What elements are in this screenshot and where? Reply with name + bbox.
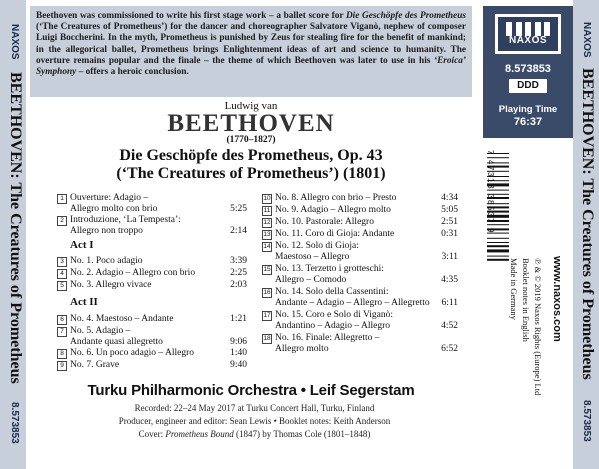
credits-recorded: Recorded: 22–24 May 2017 at Turku Concert Hall, Turku, Finland xyxy=(134,403,375,413)
cover-title: Prometheus Bound xyxy=(165,429,234,439)
track-number: 6 xyxy=(57,315,67,325)
track-title: No. 5. Adagio – xyxy=(70,326,131,336)
logo-columns-icon xyxy=(506,22,550,36)
made-in: Made in Germany xyxy=(509,258,519,320)
cover-prefix: Cover: xyxy=(138,429,166,439)
track-title: Allegro non troppo xyxy=(70,226,143,236)
track-title: No. 15. Coro e Solo di Viganò: xyxy=(275,310,394,320)
track-number: 3 xyxy=(57,257,67,267)
left-spine-title: BEETHOVEN: The Creatures of Prometheus xyxy=(7,72,24,384)
track-number: 7 xyxy=(57,327,67,337)
act-one-heading: Act I xyxy=(70,239,94,251)
website: www.naxos.com xyxy=(551,256,563,342)
blurb-title-italic: Die Geschöpfe des Prometheus xyxy=(345,11,466,21)
track-duration: 2:51 xyxy=(441,217,458,227)
track-title: No. 7. Grave xyxy=(70,360,120,370)
track-number: 8 xyxy=(57,349,67,359)
copyright: ℗ & © 2019 Naxos Rights (Europe) Ltd xyxy=(533,258,543,396)
label-panel xyxy=(483,6,573,138)
credits-producer: Producer, engineer and editor: Sean Lewis • Booklet notes: Keith Anderson xyxy=(118,416,391,426)
track-duration: 6:52 xyxy=(441,344,458,354)
track-duration: 4:35 xyxy=(441,275,458,285)
cover-suffix: (1847) by Thomas Cole (1801–1848) xyxy=(233,429,371,439)
barcode-digits: 7 47313 38537 9 xyxy=(486,150,495,235)
blurb-text-2: (‘The Creatures of Prometheus’) for the dancer and choreographer Salvatore Viganò, nephew of composer Luigi Boccherini. In the myth, Prometheus is punished by Zeus for stealing fire for the benefit of mankind; in the allegorical ballet, Prometheus brings Enlightenment ideas of art and science to humanity. The overture remains popular and the finale – the theme of which Beethoven was later to use in his xyxy=(36,22,466,66)
tracklist-right xyxy=(262,190,460,380)
track-number: 17 xyxy=(263,312,271,319)
track-number: 18 xyxy=(263,335,271,342)
track-title: Andantino – Adagio – Allegro xyxy=(275,321,391,331)
description-blurb xyxy=(30,6,472,97)
work-subtitle: (‘The Creatures of Prometheus’) (1801) xyxy=(116,165,386,182)
left-spine-naxos: NAXOS xyxy=(9,24,20,60)
blurb-text-3: – offers a heroic conclusion. xyxy=(76,67,189,78)
track-duration: 0:31 xyxy=(441,229,458,239)
track-title: No. 3. Allegro vivace xyxy=(70,280,152,290)
track-title: No. 6. Un poco adagio – Allegro xyxy=(70,348,195,358)
track-duration: 3:11 xyxy=(441,252,458,262)
track-title: Ouverture: Adagio – xyxy=(70,193,149,203)
right-spine-title: BEETHOVEN: The Creatures of Prometheus xyxy=(579,68,596,380)
track-number: 12 xyxy=(263,219,271,226)
track-duration: 6:11 xyxy=(441,298,458,308)
barcode-bar xyxy=(487,245,509,247)
track-duration: 4:34 xyxy=(441,193,458,203)
track-duration: 5:05 xyxy=(441,205,458,215)
track-duration: 4:52 xyxy=(441,321,458,331)
track-title: No. 9. Adagio – Allegro molto xyxy=(275,205,391,215)
work-title: Die Geschöpfe des Prometheus, Op. 43 xyxy=(119,147,383,164)
track-title: No. 14. Solo della Cassentini: xyxy=(275,287,389,297)
track-number: 9 xyxy=(57,361,67,371)
track-title: No. 2. Adagio – Allegro con brio xyxy=(70,268,196,278)
track-title: Allegro molto con brio xyxy=(70,204,158,214)
left-spine-catalog: 8.573853 xyxy=(9,402,20,444)
ddd-badge: DDD xyxy=(509,79,547,93)
track-duration: 9:40 xyxy=(230,360,247,370)
track-title: No. 10. Pastorale: Allegro xyxy=(275,217,374,227)
track-title: No. 13. Terzetto i grotteschi: xyxy=(275,264,384,274)
naxos-logo xyxy=(495,14,561,54)
track-number: 1 xyxy=(57,194,67,204)
track-number: 16 xyxy=(263,289,271,296)
track-title: Maestoso – Allegro xyxy=(275,252,350,262)
track-title: Allegro molto xyxy=(275,344,329,354)
track-duration: 5:25 xyxy=(230,204,247,214)
right-spine-catalog: 8.573853 xyxy=(581,400,592,442)
performers: Turku Philharmonic Orchestra • Leif Segerstam xyxy=(87,382,415,399)
playing-time-value: 76:37 xyxy=(513,116,543,128)
composer-dates: (1770–1827) xyxy=(226,135,276,145)
track-title: No. 16. Finale: Allegretto – xyxy=(275,333,380,343)
catalog-number: 8.573853 xyxy=(505,63,551,75)
barcode-bar xyxy=(487,242,509,243)
barcode-bar xyxy=(487,249,509,252)
track-duration: 1:40 xyxy=(230,348,247,358)
playing-time-label: Playing Time xyxy=(498,104,558,115)
track-title: No. 8. Allegro con brio – Presto xyxy=(275,193,397,203)
track-number: 4 xyxy=(57,269,67,279)
barcode-bar xyxy=(487,256,509,257)
track-number: 15 xyxy=(263,266,271,273)
track-title: Andante quasi allegretto xyxy=(70,337,163,347)
track-number: 10 xyxy=(263,195,271,202)
track-title: No. 12. Solo di Gioja: xyxy=(275,241,359,251)
track-number: 11 xyxy=(263,207,271,214)
blurb-text-1: Beethoven was commissioned to write his first stage work – a ballet score for xyxy=(36,11,346,21)
logo-text: NAXOS xyxy=(508,35,548,46)
tracklist-left xyxy=(57,190,249,380)
track-duration: 2:25 xyxy=(230,268,247,278)
track-number: 14 xyxy=(263,243,271,250)
track-title: Andante – Adagio – Allegro – Allegretto xyxy=(275,298,430,308)
track-number: 13 xyxy=(263,231,271,238)
composer-first: Ludwig van xyxy=(224,100,278,112)
notes-language: Booklet notes in English xyxy=(521,258,531,342)
barcode-bar xyxy=(487,259,509,261)
track-duration: 2:14 xyxy=(230,226,247,236)
track-title: No. 4. Maestoso – Andante xyxy=(70,314,174,324)
track-duration: 9:06 xyxy=(230,337,247,347)
composer-name: BEETHOVEN xyxy=(167,110,335,137)
track-number: 2 xyxy=(57,216,67,226)
track-duration: 1:21 xyxy=(230,314,247,324)
track-title: Allegro – Comodo xyxy=(275,275,347,285)
barcode-bar xyxy=(487,238,509,239)
blurb-eroica-italic: ‘Eroica’ Symphony xyxy=(36,55,466,78)
track-number: 5 xyxy=(57,281,67,291)
track-title: No. 1. Poco adagio xyxy=(70,256,143,266)
track-duration: 2:03 xyxy=(230,280,247,290)
credits-cover xyxy=(52,428,457,440)
right-info-panel xyxy=(483,0,573,469)
track-title: Introduzione, ‘La Tempesta’: xyxy=(70,215,181,225)
track-title: No. 11. Coro di Gioja: Andante xyxy=(275,229,395,239)
right-spine-naxos: NAXOS xyxy=(581,22,592,58)
track-duration: 3:39 xyxy=(230,256,247,266)
act-two-heading: Act II xyxy=(70,296,98,308)
playing-time xyxy=(483,104,573,128)
